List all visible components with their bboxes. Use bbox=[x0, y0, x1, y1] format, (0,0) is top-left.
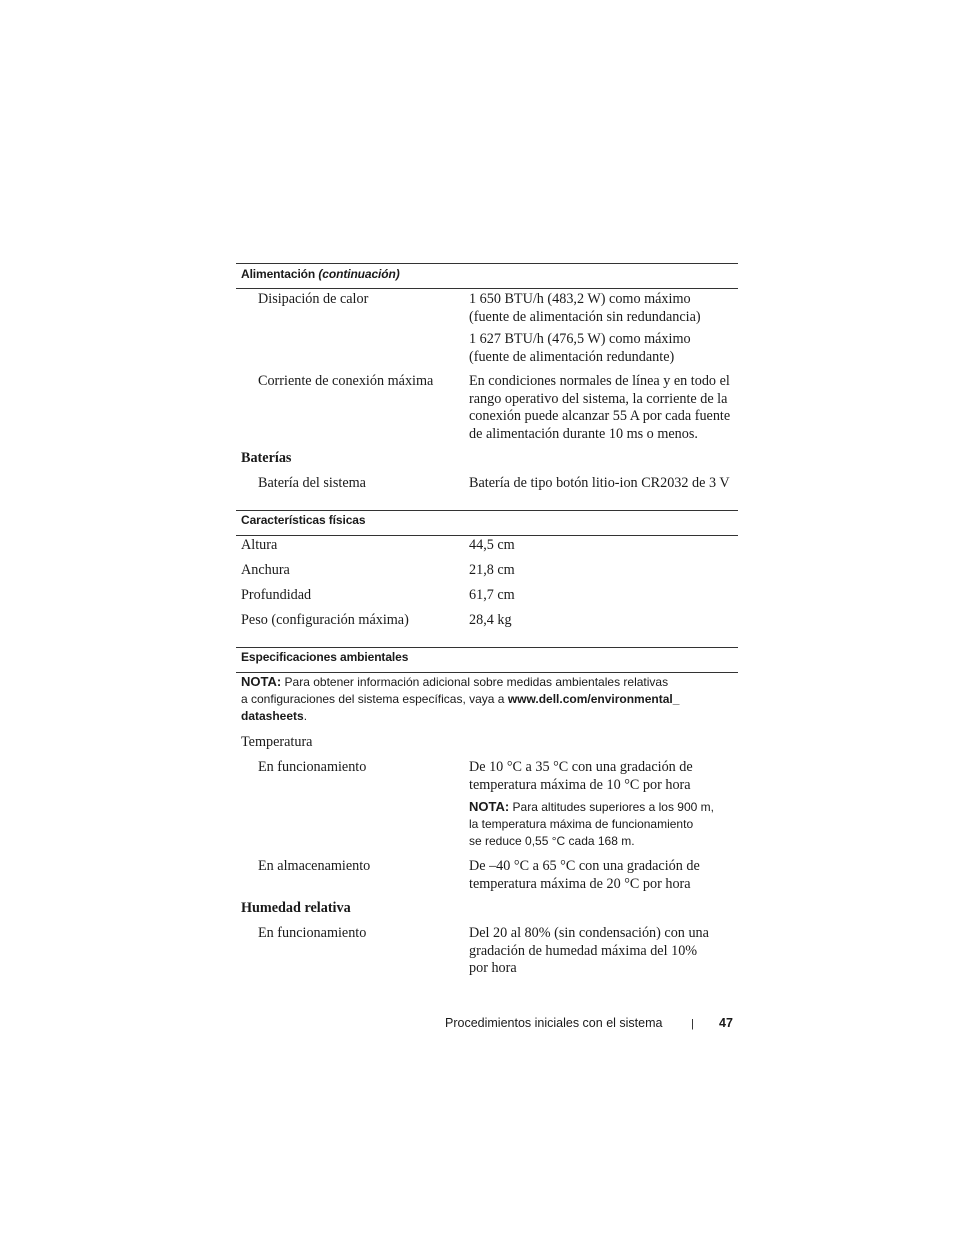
value-line: (fuente de alimentación redundante) bbox=[469, 348, 675, 365]
weight-label: Peso (configuración máxima) bbox=[241, 612, 409, 628]
width-label: Anchura bbox=[241, 562, 290, 578]
humidity-heading: Humedad relativa bbox=[241, 900, 351, 916]
note-period: . bbox=[303, 709, 308, 723]
environmental-top-rule bbox=[236, 647, 738, 648]
footer-separator: | bbox=[691, 1018, 694, 1030]
value-line: 1 650 BTU/h (483,2 W) como máximo bbox=[469, 291, 691, 307]
temp-operating-label: En funcionamiento bbox=[258, 759, 367, 775]
value-line: temperatura máxima de 20 °C por hora bbox=[469, 875, 691, 892]
top-rule bbox=[236, 263, 738, 264]
note-tag: NOTA: bbox=[469, 799, 510, 814]
value-line: por hora bbox=[469, 960, 517, 977]
environmental-note bbox=[241, 673, 731, 725]
humidity-operating-value bbox=[469, 925, 744, 978]
value-line: En condiciones normales de línea y en todo el bbox=[469, 373, 730, 389]
inrush-current-label: Corriente de conexión máxima bbox=[258, 373, 434, 389]
heat-dissipation-value-nonredundant bbox=[469, 291, 744, 326]
value-line: de alimentación durante 10 ms o menos. bbox=[469, 425, 698, 442]
note-line: se reduce 0,55 °C cada 168 m. bbox=[469, 834, 635, 848]
environmental-heading: Especificaciones ambientales bbox=[241, 650, 409, 664]
note-text: Para obtener información adicional sobre medidas ambientales relativas bbox=[284, 675, 669, 689]
value-line: De 10 °C a 35 °C con una gradación de bbox=[469, 759, 693, 775]
note-line bbox=[241, 691, 731, 708]
value-line: conexión puede alcanzar 55 A por cada fuente bbox=[469, 408, 731, 425]
physical-heading-rule bbox=[236, 535, 738, 536]
note-line bbox=[241, 673, 731, 691]
page-number: 47 bbox=[719, 1016, 733, 1030]
value-line: gradación de humedad máxima del 10% bbox=[469, 942, 698, 959]
value-line: De –40 °C a 65 °C con una gradación de bbox=[469, 858, 700, 874]
humidity-operating-label: En funcionamiento bbox=[258, 925, 367, 941]
system-battery-value: Batería de tipo botón litio-ion CR2032 de 3 V bbox=[469, 475, 730, 491]
height-value: 44,5 cm bbox=[469, 537, 515, 553]
inrush-current-value bbox=[469, 373, 744, 443]
temp-operating-value bbox=[469, 759, 744, 794]
weight-value: 28,4 kg bbox=[469, 612, 512, 628]
value-line: rango operativo del sistema, la corriente de la bbox=[469, 390, 728, 407]
power-heading-rule bbox=[236, 288, 738, 289]
height-label: Altura bbox=[241, 537, 278, 553]
note-text: Para altitudes superiores a los 900 m, bbox=[512, 800, 714, 814]
temp-storage-value bbox=[469, 858, 744, 893]
depth-value: 61,7 cm bbox=[469, 587, 515, 603]
power-heading-continued: (continuación) bbox=[318, 267, 400, 281]
value-line: temperatura máxima de 10 °C por hora bbox=[469, 776, 691, 793]
system-battery-label: Batería del sistema bbox=[258, 475, 366, 491]
physical-heading: Características físicas bbox=[241, 513, 366, 527]
physical-top-rule bbox=[236, 510, 738, 511]
width-value: 21,8 cm bbox=[469, 562, 515, 578]
value-line: 1 627 BTU/h (476,5 W) como máximo bbox=[469, 331, 691, 347]
batteries-heading: Baterías bbox=[241, 450, 292, 466]
environmental-datasheets-link-cont[interactable]: datasheets bbox=[241, 709, 304, 723]
note-line bbox=[469, 798, 739, 816]
temperature-heading: Temperatura bbox=[241, 734, 313, 750]
note-tag: NOTA: bbox=[241, 674, 282, 689]
note-text: a configuraciones del sistema específicas, vaya a bbox=[241, 692, 508, 706]
temperature-note bbox=[469, 798, 739, 850]
value-line: (fuente de alimentación sin redundancia) bbox=[469, 308, 701, 325]
heat-dissipation-value-redundant bbox=[469, 331, 744, 366]
environmental-datasheets-link[interactable]: www.dell.com/environmental_ bbox=[507, 692, 680, 706]
power-heading: Alimentación bbox=[241, 267, 316, 281]
depth-label: Profundidad bbox=[241, 587, 312, 603]
value-line: Del 20 al 80% (sin condensación) con una bbox=[469, 925, 709, 941]
temp-storage-label: En almacenamiento bbox=[258, 858, 371, 874]
note-line: la temperatura máxima de funcionamiento bbox=[469, 817, 694, 831]
note-line bbox=[241, 708, 731, 725]
footer-text: Procedimientos iniciales con el sistema bbox=[445, 1016, 663, 1030]
heat-dissipation-label: Disipación de calor bbox=[258, 291, 369, 307]
section-heading-power bbox=[241, 267, 400, 281]
